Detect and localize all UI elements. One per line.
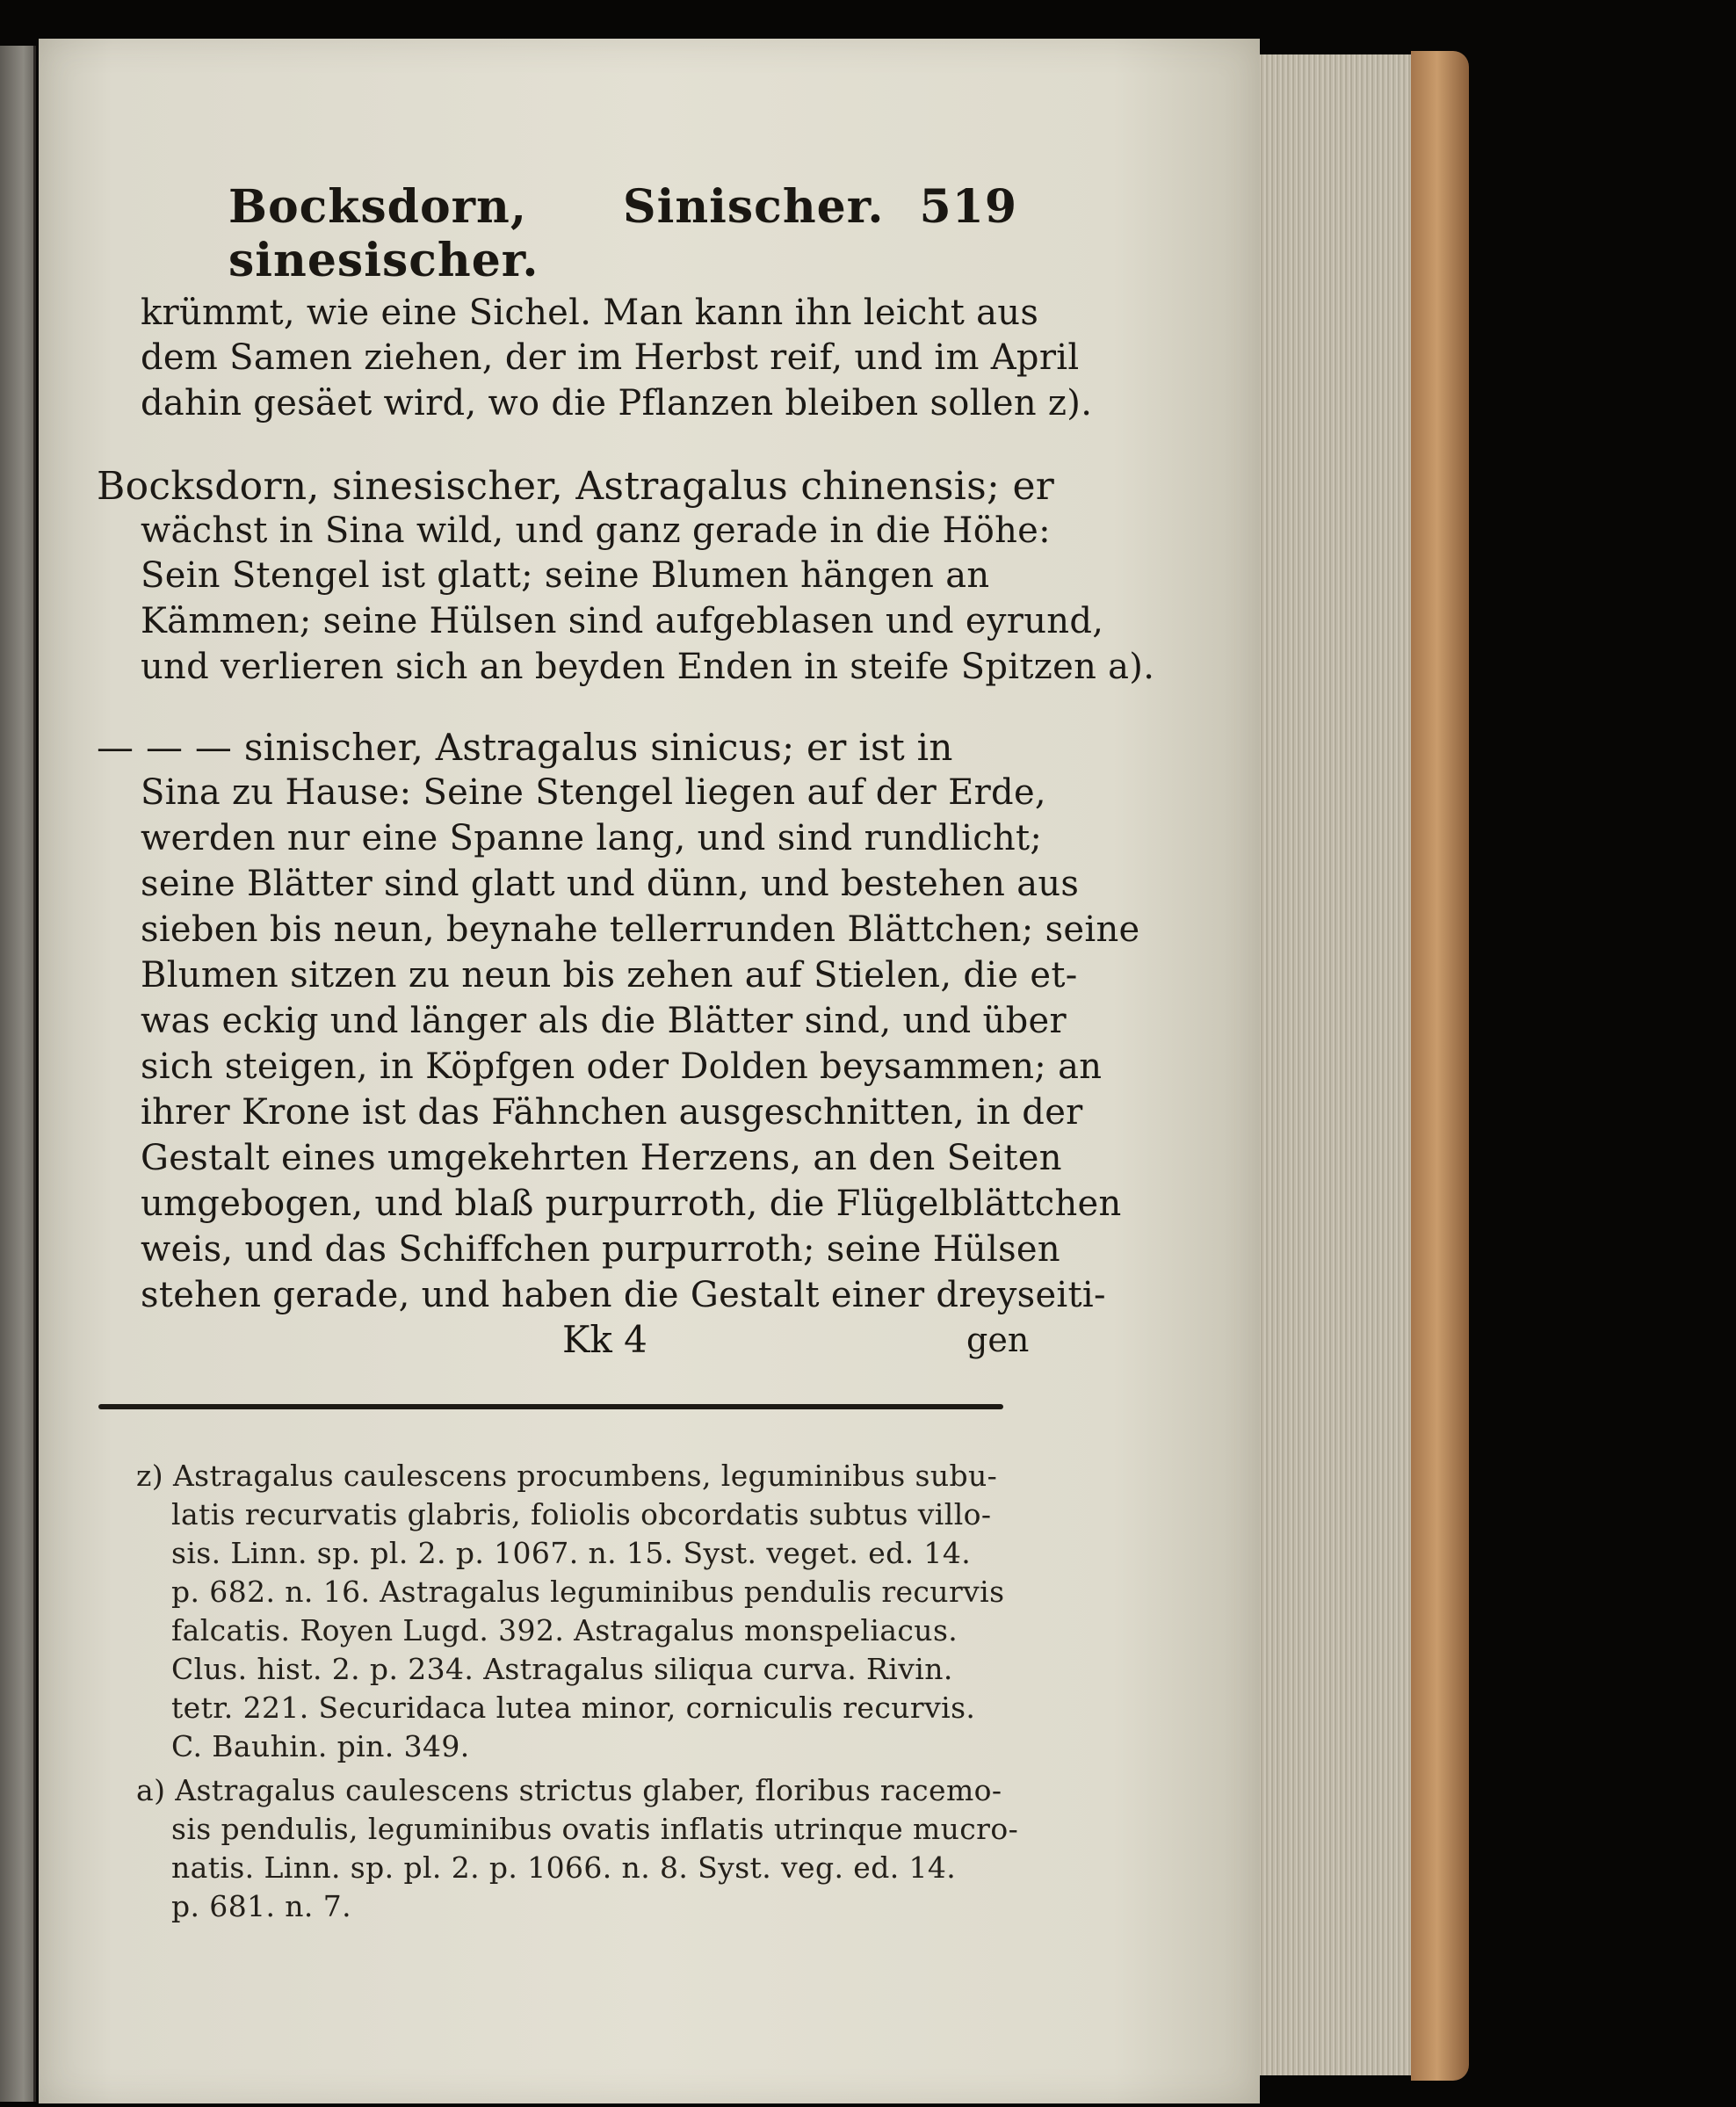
text-line: Sein Stengel ist glatt; seine Blumen hängen an — [141, 555, 990, 596]
text-line: ihrer Krone ist das Fähnchen ausgeschnitten, in der — [141, 1092, 1083, 1133]
footnote-line: z) Astragalus caulescens procumbens, leguminibus subu- — [136, 1459, 998, 1493]
header-subtitle: Sinischer. — [623, 180, 885, 234]
book-cover-board — [1411, 51, 1469, 2081]
footnote-line: p. 682. n. 16. Astragalus leguminibus pendulis recurvis — [171, 1575, 1005, 1609]
text-line: dem Samen ziehen, der im Herbst reif, und im April — [141, 337, 1080, 378]
entry-heading-line: — — — sinischer, Astragalus sinicus; er ist in — [97, 726, 953, 769]
text-line: sieben bis neun, beynahe tellerrunden Blättchen; seine — [141, 909, 1140, 950]
footnote-line: p. 681. n. 7. — [171, 1889, 351, 1923]
text-line: und verlieren sich an beyden Enden in steife Spitzen a). — [141, 647, 1155, 687]
text-line: Sina zu Hause: Seine Stengel liegen auf der Erde, — [141, 772, 1046, 813]
header-title: Bocksdorn, sinesischer. — [228, 180, 539, 287]
catchword: gen — [966, 1321, 1030, 1359]
text-line: was eckig und länger als die Blätter sind, und über — [141, 1001, 1067, 1041]
text-line: stehen gerade, und haben die Gestalt einer dreyseiti- — [141, 1275, 1106, 1315]
text-line: Blumen sitzen zu neun bis zehen auf Stielen, die et- — [141, 955, 1078, 996]
footnote-line: latis recurvatis glabris, foliolis obcordatis subtus villo- — [171, 1497, 992, 1531]
text-line: umgebogen, und blaß purpurroth, die Flügelblättchen — [141, 1184, 1122, 1224]
page-number: 519 — [919, 180, 1017, 234]
running-header — [228, 180, 1017, 287]
text-line: seine Blätter sind glatt und dünn, und bestehen aus — [141, 864, 1080, 904]
text-line: sich steigen, in Köpfgen oder Dolden beysammen; an — [141, 1046, 1103, 1087]
footnote-rule — [98, 1404, 1003, 1409]
footnote-line: sis pendulis, leguminibus ovatis inflatis utrinque mucro- — [171, 1812, 1019, 1846]
footnote-line: falcatis. Royen Lugd. 392. Astragalus monspeliacus. — [171, 1613, 958, 1647]
footnote-line: natis. Linn. sp. pl. 2. p. 1066. n. 8. Syst. veg. ed. 14. — [171, 1850, 957, 1885]
book-page-edges — [1256, 54, 1418, 2075]
signature-mark: Kk 4 — [562, 1318, 647, 1361]
text-line: weis, und das Schiffchen purpurroth; seine Hülsen — [141, 1229, 1060, 1270]
text-line: wächst in Sina wild, und ganz gerade in die Höhe: — [141, 510, 1051, 551]
facing-page-edge — [0, 46, 36, 2102]
footnote-line: C. Bauhin. pin. 349. — [171, 1729, 470, 1763]
entry-heading-line: Bocksdorn, sinesischer, Astragalus chinensis; er — [97, 464, 1055, 509]
footnote-line: a) Astragalus caulescens strictus glaber, floribus racemo- — [136, 1773, 1002, 1807]
text-line: dahin gesäet wird, wo die Pflanzen bleiben sollen z). — [141, 383, 1093, 424]
footnote-line: sis. Linn. sp. pl. 2. p. 1067. n. 15. Syst. veget. ed. 14. — [171, 1536, 972, 1570]
text-line: Kämmen; seine Hülsen sind aufgeblasen und eyrund, — [141, 601, 1104, 641]
footnote-line: tetr. 221. Securidaca lutea minor, corniculis recurvis. — [171, 1691, 976, 1725]
text-line: werden nur eine Spanne lang, und sind rundlicht; — [141, 818, 1043, 858]
text-line: krümmt, wie eine Sichel. Man kann ihn leicht aus — [141, 293, 1039, 333]
text-line: Gestalt eines umgekehrten Herzens, an den Seiten — [141, 1138, 1062, 1178]
footnote-line: Clus. hist. 2. p. 234. Astragalus siliqua curva. Rivin. — [171, 1652, 953, 1686]
